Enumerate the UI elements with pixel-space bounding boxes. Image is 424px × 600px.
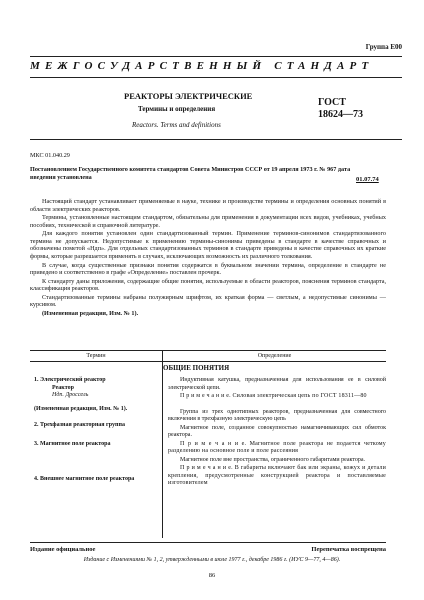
gost-code: 18624—73 <box>318 108 363 120</box>
term-entry-3 <box>34 441 158 449</box>
definition: Магнитное поле вне пространства, ограниченного габаритами реактора. <box>180 456 366 463</box>
gost-number <box>318 97 363 120</box>
term-amendment: (Измененная редакция, Изм. № 1). <box>34 405 128 412</box>
standard-banner: МЕЖГОСУДАРСТВЕННЫЙ СТАНДАРТ <box>30 60 374 72</box>
column-header-term: Термин <box>30 351 163 362</box>
mks-code: МКС 01.040.29 <box>30 152 70 159</box>
definitions-column <box>168 377 386 489</box>
term-title: 1. Электрический реактор <box>34 377 106 383</box>
paragraph: К стандарту даны приложения, содержащие общие понятия, используемые в области реакторов, пояснения терминов стандарта, классификация реакторов. <box>30 277 386 293</box>
definition: Индуктивная катушка, предназначенная для использования ее в силовой электрической цепи. <box>168 377 386 391</box>
term-title: 2. Трехфазная реакторная группа <box>34 422 125 428</box>
gost-label: ГОСТ <box>318 97 346 108</box>
footer-rule <box>30 542 386 543</box>
official-edition-label: Издание официальное <box>30 546 96 553</box>
group-code: Группа Е00 <box>365 43 402 51</box>
definition-note: П р и м е ч а н и е. В габариты включают бак или экраны, кожух и детали крепления, предусмотренные конструкцией реактора и поставляемые изготовителем <box>168 465 386 486</box>
edition-note: Издание с Изменениями № 1, 2, утвержденными в июле 1977 г., декабре 1986 г. (ИУС 9—77, 4—86). <box>83 557 341 563</box>
amendment-note: (Измененная редакция, Изм. № 1). <box>42 309 139 317</box>
intro-text <box>30 198 386 318</box>
decree-text: Постановлением Государственного комитета стандартов Совета Министров СССР от 19 апреля 1973 г. № 967 дата введения установлена <box>30 166 351 181</box>
term-title: 4. Внешнее магнитное поле реактора <box>34 476 135 482</box>
document-subtitle: Термины и определения <box>138 105 216 113</box>
page-number: 86 <box>208 572 216 579</box>
title-rule <box>30 139 402 140</box>
term-ndp: Ндп. Дроссель <box>52 392 89 398</box>
paragraph: Стандартизованные термины набраны полужирным шрифтом, их краткая форма — светлым, а недопустимые синонимы — курсивом. <box>30 293 386 309</box>
terms-table-header <box>30 350 386 362</box>
introduction-date: 01.07.74 <box>356 176 379 183</box>
definition: Магнитное поле, созданное совокупностью намагничивающих сил обмоток реактора. <box>168 424 386 438</box>
term-entry-1 <box>34 377 158 413</box>
document-title: РЕАКТОРЫ ЭЛЕКТРИЧЕСКИЕ <box>124 91 253 101</box>
term-entry-4 <box>34 476 158 484</box>
definition-note: П р и м е ч а н и е. Силовая электрическая цепь по ГОСТ 18311—80 <box>180 393 367 399</box>
column-header-definition: Определение <box>163 351 387 362</box>
definition: Группа из трех однотипных реакторов, предназначенная для совместного включения в трехфазную электрическую цепь <box>168 408 386 422</box>
paragraph: В случае, когда существенные признаки понятия содержатся в буквальном значении термина, определение в стандарте не приведено и соответственно в графе «Определение» поставлен прочерк. <box>30 261 386 277</box>
definition-note: П р и м е ч а н и е. Магнитное поле реактора не подается четкому разделению на основное поле и поле рассеяния <box>168 440 386 454</box>
reprint-prohibited-label: Перепечатка воспрещена <box>311 546 386 553</box>
banner-bottom-rule <box>30 77 402 78</box>
term-title: 3. Магнитное поле реактора <box>34 441 111 447</box>
paragraph: Термины, установленные настоящим стандартом, обязательны для применения в документации всех видов, учебниках, учебных пособиях, технической и справочной литературе. <box>30 214 386 229</box>
term-entry-2 <box>34 422 158 430</box>
english-title: Reactors. Terms and definitions <box>132 121 221 129</box>
term-short-form: Реактор <box>52 384 74 391</box>
column-divider <box>162 361 163 538</box>
paragraph: Для каждого понятия установлен один стандартизованный термин. Применение терминов-синонимов стандартизованного термина не допускается. Недопустимые к применению термины-синонимы приведены в стандарте в качестве справочных и обозначены пометой «Ндп». Для отдельных стандартизованных терминов в стандарте приведены в качестве справочных их краткие формы, которые разрешается применять в случаях, исключающих возможность их различного толкования. <box>30 230 386 260</box>
banner-top-rule <box>30 56 402 57</box>
section-heading: ОБЩИЕ ПОНЯТИЯ <box>163 364 230 372</box>
paragraph: Настоящий стандарт устанавливает применяемые в науке, технике и производстве термины и определения основных понятий в области электрических реакторов. <box>30 198 386 213</box>
